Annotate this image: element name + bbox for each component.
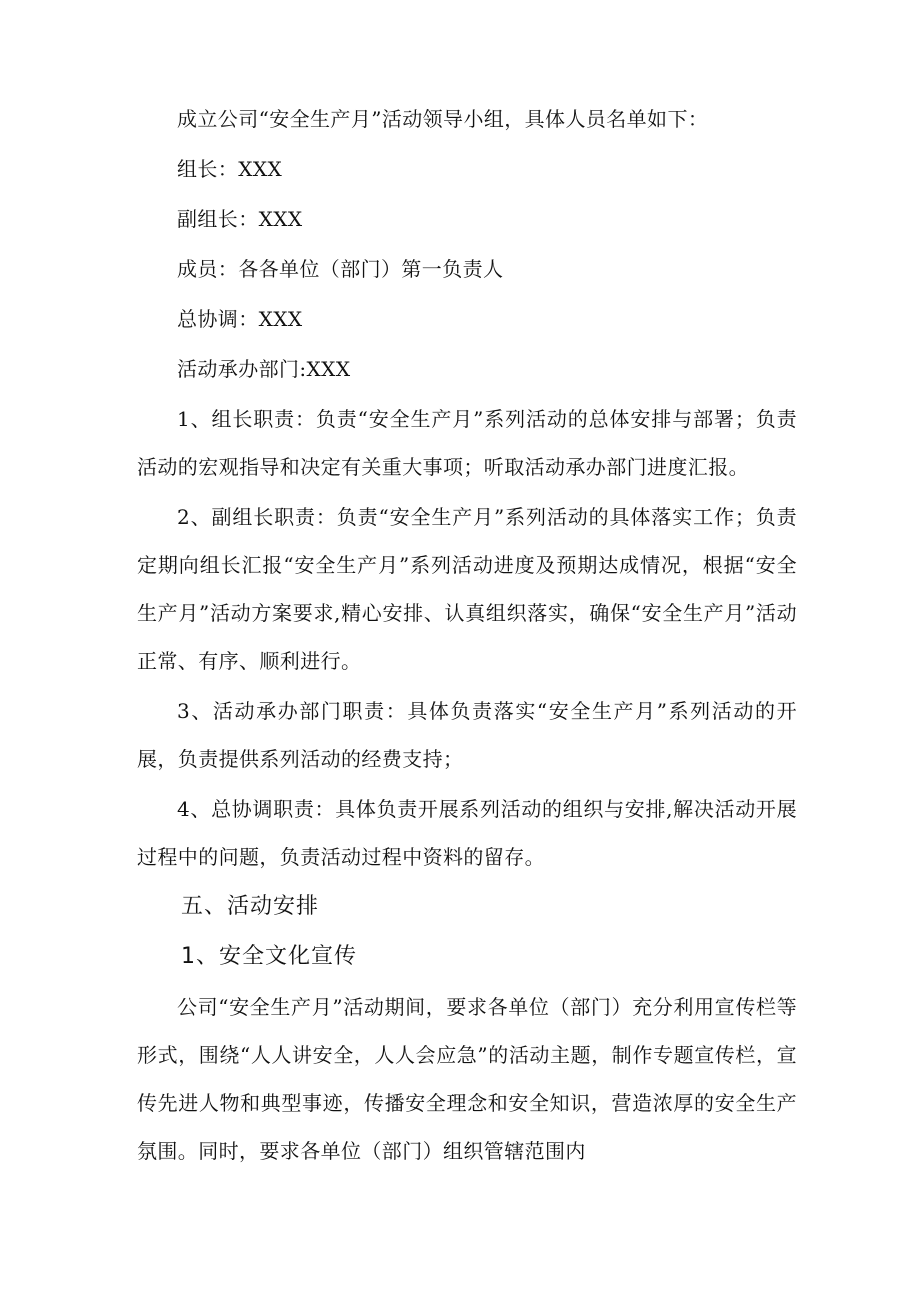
duty-paragraph-organizer: 3、活动承办部门职责：具体负责落实“安全生产月”系列活动的开展，负责提供系列活动的经费支持； (137, 699, 797, 771)
member-line-leader: 组长：XXX (177, 157, 283, 181)
member-line-coordinator: 总协调：XXX (177, 307, 303, 331)
intro-paragraph: 成立公司“安全生产月”活动领导小组，具体人员名单如下： (177, 107, 709, 131)
member-line-organizer: 活动承办部门:XXX (177, 357, 351, 381)
duty-paragraph-deputy: 2、副组长职责：负责“安全生产月”系列活动的具体落实工作；负责定期向组长汇报“安全生产月”系列活动进度及预期达成情况，根据“安全生产月”活动方案要求,精心安排、认真组织落实，确保“安全生产月”活动正常、有序、顺利进行。 (137, 505, 797, 673)
duty-paragraph-coordinator: 4、总协调职责：具体负责开展系列活动的组织与安排,解决活动开展过程中的问题，负责活动过程中资料的留存。 (137, 797, 797, 869)
duty-paragraph-leader: 1、组长职责：负责“安全生产月”系列活动的总体安排与部署；负责活动的宏观指导和决定有关重大事项；听取活动承办部门进度汇报。 (137, 407, 797, 479)
member-line-deputy: 副组长：XXX (177, 207, 303, 231)
subsection-heading: 1、安全文化宣传 (181, 944, 357, 969)
body-paragraph: 公司“安全生产月”活动期间，要求各单位（部门）充分利用宣传栏等形式，围绕“人人讲安全，人人会应急”的活动主题，制作专题宣传栏，宣传先进人物和典型事迹，传播安全理念和安全知识，营造浓厚的安全生产氛围。同时，要求各单位（部门）组织管辖范围内 (137, 995, 797, 1163)
member-line-members: 成员：各各单位（部门）第一负责人 (177, 257, 504, 281)
section-heading: 五、活动安排 (181, 894, 320, 919)
document-body (137, 95, 797, 1175)
